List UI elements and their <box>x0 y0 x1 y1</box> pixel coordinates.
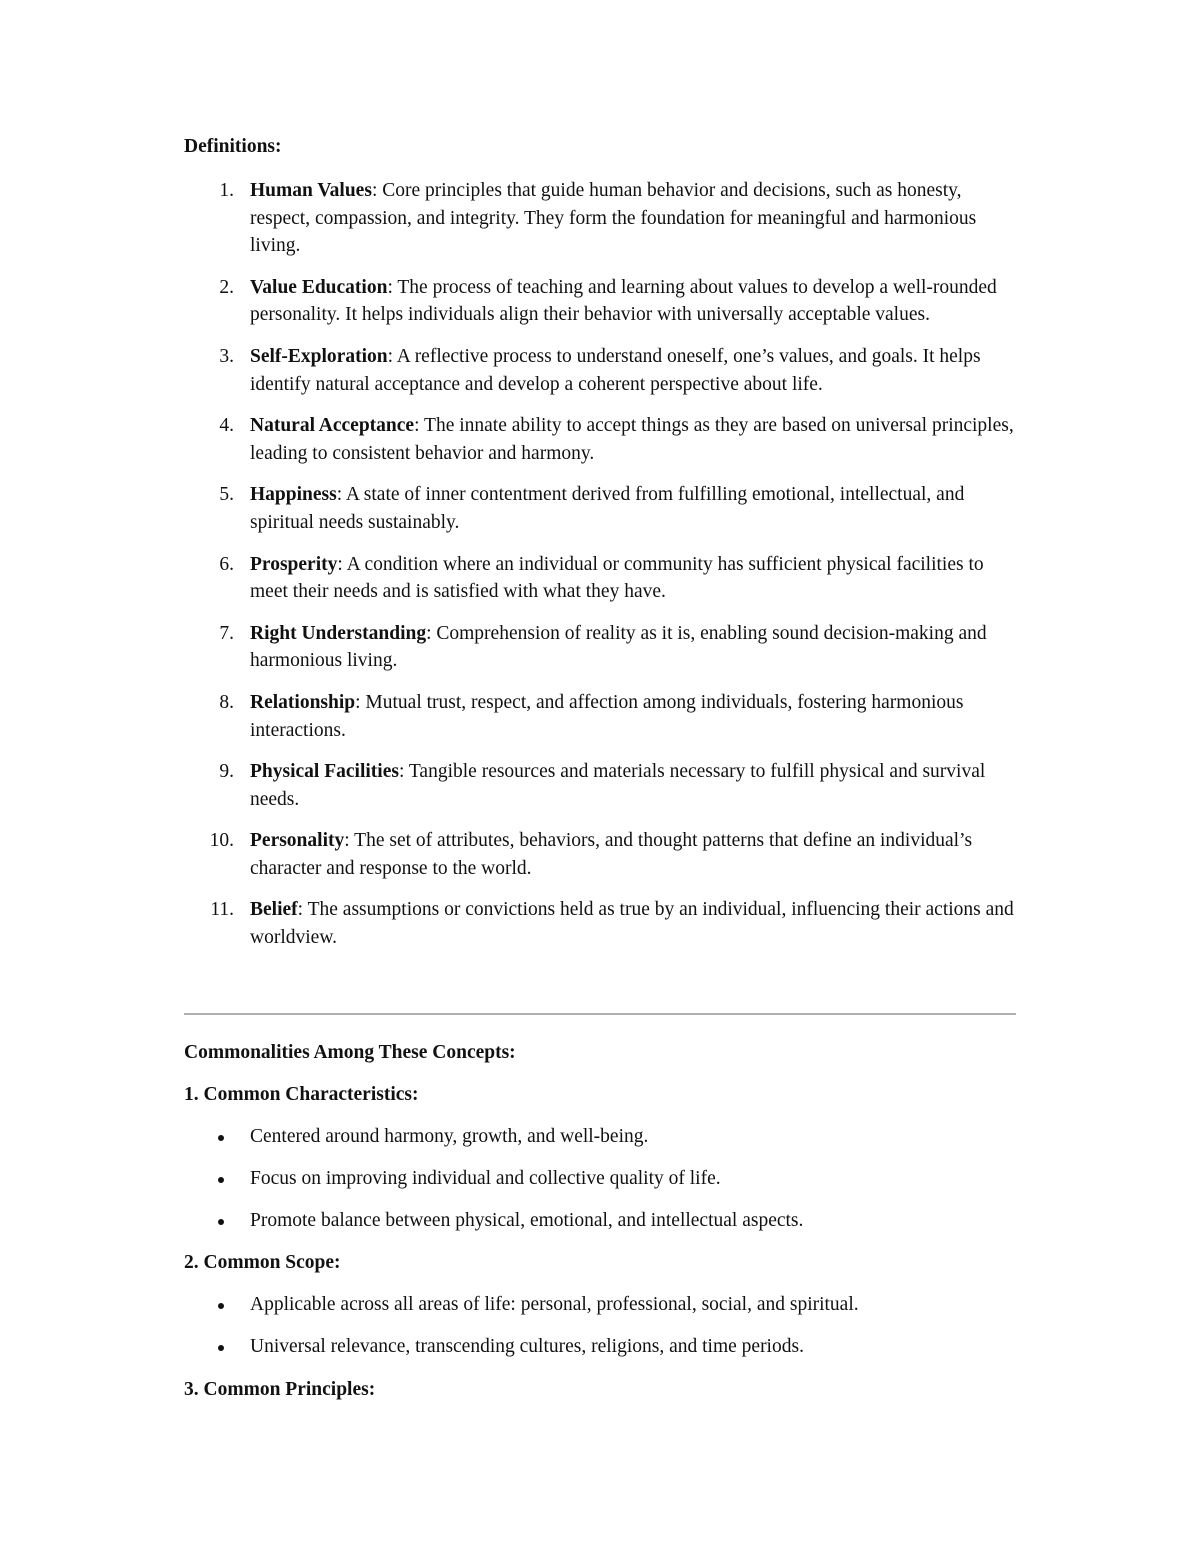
definition-term: Value Education <box>250 276 388 298</box>
definition-number: 6. <box>219 553 234 575</box>
commonalities-heading: Commonalities Among These Concepts: <box>184 1042 516 1063</box>
definition-text: : A state of inner contentment derived from fulfilling emotional, intellectual, and spiritual needs sustainably. <box>250 484 965 533</box>
definition-item <box>184 412 1020 467</box>
definition-term: Right Understanding <box>250 622 427 644</box>
definition-number: 7. <box>219 622 234 644</box>
list-item-text: Centered around harmony, growth, and well-being. <box>250 1126 649 1147</box>
definition-item <box>184 274 1020 329</box>
definition-text: : The assumptions or convictions held as true by an individual, influencing their actions and worldview. <box>250 899 1014 949</box>
horizontal-divider <box>184 1013 1016 1015</box>
list-item <box>184 1207 1020 1235</box>
definition-term: Human Values <box>250 180 372 201</box>
list-item-text: Promote balance between physical, emotional, and intellectual aspects. <box>250 1209 804 1231</box>
definition-number: 1. <box>219 180 234 201</box>
definition-term: Happiness <box>250 484 337 506</box>
definition-number: 9. <box>219 761 234 783</box>
characteristics-list <box>184 1123 1020 1249</box>
definition-item <box>184 689 1020 744</box>
definitions-heading: Definitions: <box>184 136 282 157</box>
bullet-icon <box>218 1135 224 1141</box>
definition-number: 11. <box>210 899 234 921</box>
definition-term: Natural Acceptance <box>250 415 415 437</box>
list-item <box>184 1291 1020 1319</box>
definition-item <box>184 827 1020 882</box>
definition-item <box>184 481 1020 536</box>
definition-item <box>184 758 1020 813</box>
definition-text: : The set of attributes, behaviors, and thought patterns that define an individual’s character and response to the world. <box>250 830 973 879</box>
definition-number: 5. <box>219 484 234 506</box>
definition-term: Personality <box>250 830 345 852</box>
list-item-text: Universal relevance, transcending cultures, religions, and time periods. <box>250 1335 804 1357</box>
list-item <box>184 1333 1020 1361</box>
definition-text: : Tangible resources and materials necessary to fulfill physical and survival needs. <box>250 761 986 810</box>
definition-term: Relationship <box>250 691 356 713</box>
bullet-icon <box>218 1219 224 1225</box>
definition-number: 10. <box>209 830 234 852</box>
bullet-icon <box>218 1303 224 1309</box>
definition-text: : The process of teaching and learning about values to develop a well-rounded personality. It helps individuals align their behavior with universally acceptable values. <box>250 276 997 326</box>
definition-text: : A condition where an individual or community has sufficient physical facilities to meet their needs and is satisfied with what they have. <box>250 553 984 603</box>
definitions-list <box>184 177 1020 966</box>
definition-number: 4. <box>219 415 234 437</box>
definition-text: : Mutual trust, respect, and affection among individuals, fostering harmonious interactions. <box>250 691 964 741</box>
definition-item <box>184 177 1020 260</box>
definition-item <box>184 620 1020 675</box>
bullet-icon <box>218 1345 224 1351</box>
definition-number: 8. <box>219 691 234 713</box>
list-item <box>184 1123 1020 1151</box>
bullet-icon <box>218 1177 224 1183</box>
definition-term: Self-Exploration <box>250 345 388 367</box>
definition-text: : The innate ability to accept things as they are based on universal principles, leading to consistent behavior and harmony. <box>250 415 1014 464</box>
definition-item <box>184 343 1020 398</box>
scope-list <box>184 1291 1020 1375</box>
principles-heading: 3. Common Principles: <box>184 1379 376 1400</box>
list-item <box>184 1165 1020 1193</box>
definition-item <box>184 896 1020 951</box>
definition-number: 2. <box>219 276 234 298</box>
definition-item <box>184 551 1020 606</box>
list-item-text: Focus on improving individual and collective quality of life. <box>250 1167 721 1189</box>
definition-term: Prosperity <box>250 553 338 575</box>
characteristics-heading: 1. Common Characteristics: <box>184 1084 419 1105</box>
definition-term: Belief <box>250 899 298 921</box>
definition-term: Physical Facilities <box>250 761 399 783</box>
list-item-text: Applicable across all areas of life: personal, professional, social, and spiritual. <box>250 1294 859 1315</box>
scope-heading: 2. Common Scope: <box>184 1252 341 1273</box>
definition-text: : Comprehension of reality as it is, enabling sound decision-making and harmonious living. <box>250 622 987 672</box>
definition-text: : Core principles that guide human behavior and decisions, such as honesty, respect, compassion, and integrity. They form the foundation for meaningful and harmonious living. <box>250 180 977 257</box>
definition-number: 3. <box>219 345 234 367</box>
definition-text: : A reflective process to understand oneself, one’s values, and goals. It helps identify natural acceptance and develop a coherent perspective about life. <box>250 345 981 395</box>
